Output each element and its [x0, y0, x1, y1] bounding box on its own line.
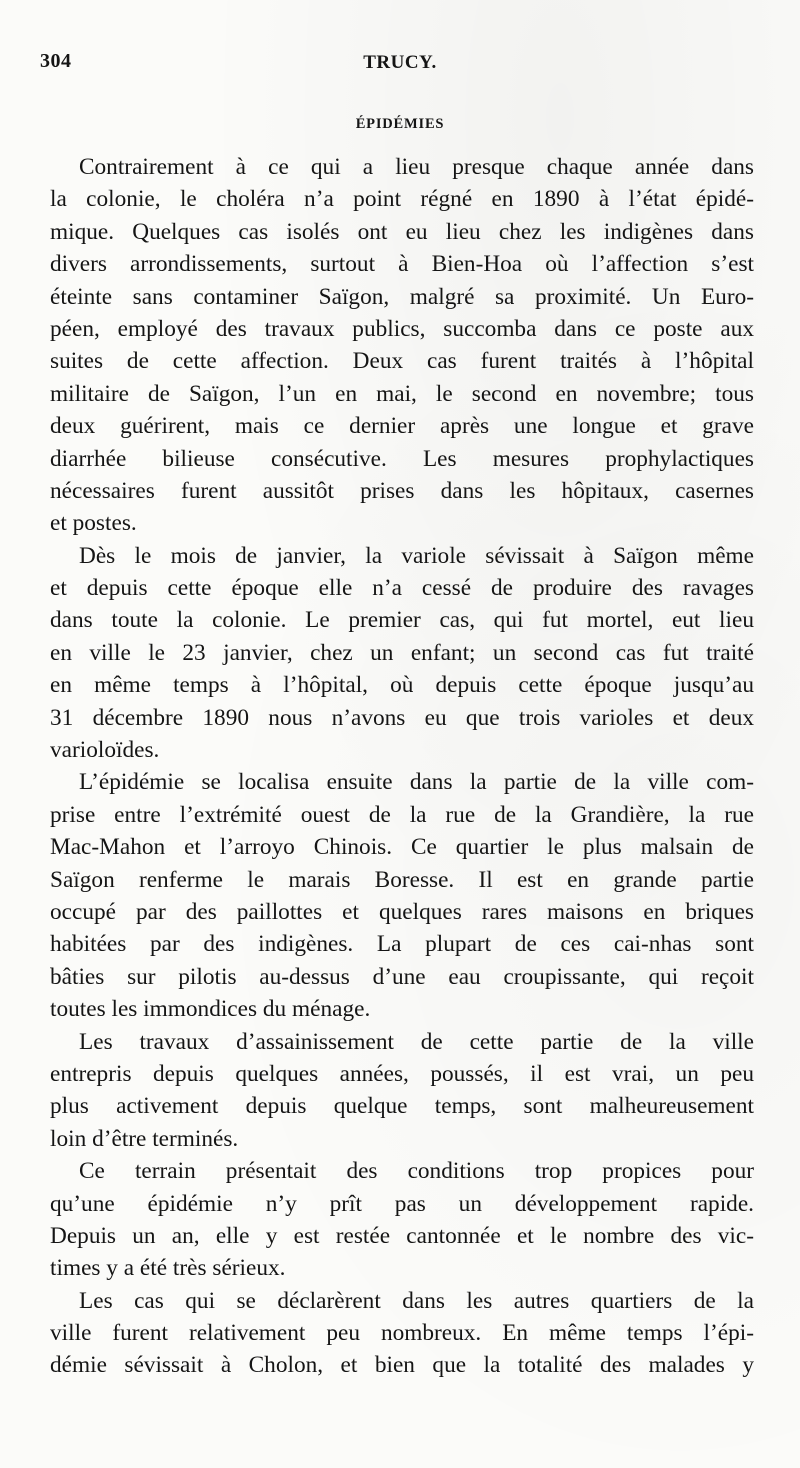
- text-line: Les cas qui se déclarèrent dans les autres quartiers de la: [79, 1287, 754, 1314]
- text-line: Mac-Mahon et l’arroyo Chinois. Ce quartier le plus malsain de: [50, 834, 754, 861]
- text-line: times y a été très sérieux.: [50, 1255, 286, 1282]
- text-line: bâties sur pilotis au-dessus d’une eau croupissante, qui reçoit: [50, 963, 754, 990]
- text-line: mique. Quelques cas isolés ont eu lieu chez les indigènes dans: [50, 218, 754, 245]
- paragraph: [50, 1155, 754, 1285]
- text-line: loin d’être terminés.: [50, 1125, 239, 1152]
- text-line: Depuis un an, elle y est restée cantonnée et le nombre des vic-: [50, 1222, 754, 1249]
- text-line: 31 décembre 1890 nous n’avons eu que trois varioles et deux: [50, 704, 754, 731]
- paragraph: [50, 1026, 754, 1156]
- text-line: Dès le mois de janvier, la variole sévissait à Saïgon même: [79, 542, 754, 569]
- text-line: diarrhée bilieuse consécutive. Les mesures prophylactiques: [50, 445, 754, 472]
- page-number: 304: [40, 50, 72, 72]
- paragraph: [50, 540, 754, 767]
- text-line: deux guérirent, mais ce dernier après une longue et grave: [50, 413, 754, 440]
- text-line: divers arrondissements, surtout à Bien-Hoa où l’affection s’est: [50, 251, 754, 278]
- text-line: Saïgon renferme le marais Boresse. Il est en grande partie: [50, 866, 754, 893]
- text-line: et depuis cette époque elle n’a cessé de produire des ravages: [50, 575, 754, 602]
- section-heading: ÉPIDÉMIES: [355, 116, 445, 132]
- text-line: Contrairement à ce qui a lieu presque chaque année dans: [79, 154, 754, 180]
- running-title: TRUCY.: [363, 52, 437, 73]
- text-line: habitées par des indigènes. La plupart de ces cai-nhas sont: [50, 931, 754, 958]
- text-line: Les travaux d’assainissement de cette partie de la ville: [79, 1028, 754, 1055]
- text-line: ville furent relativement peu nombreux. En même temps l’épi-: [50, 1320, 754, 1347]
- text-line: varioloïdes.: [50, 737, 160, 764]
- text-line: et postes.: [50, 510, 137, 537]
- text-line: toutes les immondices du ménage.: [50, 996, 371, 1023]
- text-line: éteinte sans contaminer Saïgon, malgré sa proximité. Un Euro-: [50, 283, 754, 310]
- text-line: péen, employé des travaux publics, succomba dans ce poste aux: [50, 315, 754, 342]
- text-line: qu’une épidémie n’y prît pas un développement rapide.: [50, 1190, 754, 1217]
- text-line: en ville le 23 janvier, chez un enfant; un second cas fut traité: [50, 639, 754, 666]
- paragraph: [50, 766, 754, 1025]
- text-line: nécessaires furent aussitôt prises dans les hôpitaux, casernes: [50, 477, 754, 504]
- text-line: dans toute la colonie. Le premier cas, qui fut mortel, eut lieu: [50, 607, 754, 634]
- text-line: entrepris depuis quelques années, poussés, il est vrai, un peu: [50, 1060, 754, 1087]
- text-line: la colonie, le choléra n’a point régné en 1890 à l’état épidé-: [50, 186, 754, 213]
- paragraph: [50, 151, 754, 540]
- text-line: plus activement depuis quelque temps, sont malheureusement: [50, 1093, 754, 1120]
- text-line: L’épidémie se localisa ensuite dans la partie de la ville com-: [79, 769, 754, 796]
- text-line: prise entre l’extrémité ouest de la rue de la Grandière, la rue: [50, 801, 754, 828]
- body-text: [50, 151, 754, 1382]
- text-line: occupé par des paillottes et quelques rares maisons en briques: [50, 898, 754, 925]
- text-line: en même temps à l’hôpital, où depuis cette époque jusqu’au: [50, 672, 754, 699]
- text-line: Ce terrain présentait des conditions trop propices pour: [79, 1158, 754, 1185]
- text-line: militaire de Saïgon, l’un en mai, le second en novembre; tous: [50, 380, 754, 407]
- text-line: démie sévissait à Cholon, et bien que la totalité des malades y: [50, 1352, 754, 1379]
- paragraph: [50, 1285, 754, 1382]
- running-head: [40, 50, 760, 80]
- text-line: suites de cette affection. Deux cas furent traités à l’hôpital: [50, 348, 754, 375]
